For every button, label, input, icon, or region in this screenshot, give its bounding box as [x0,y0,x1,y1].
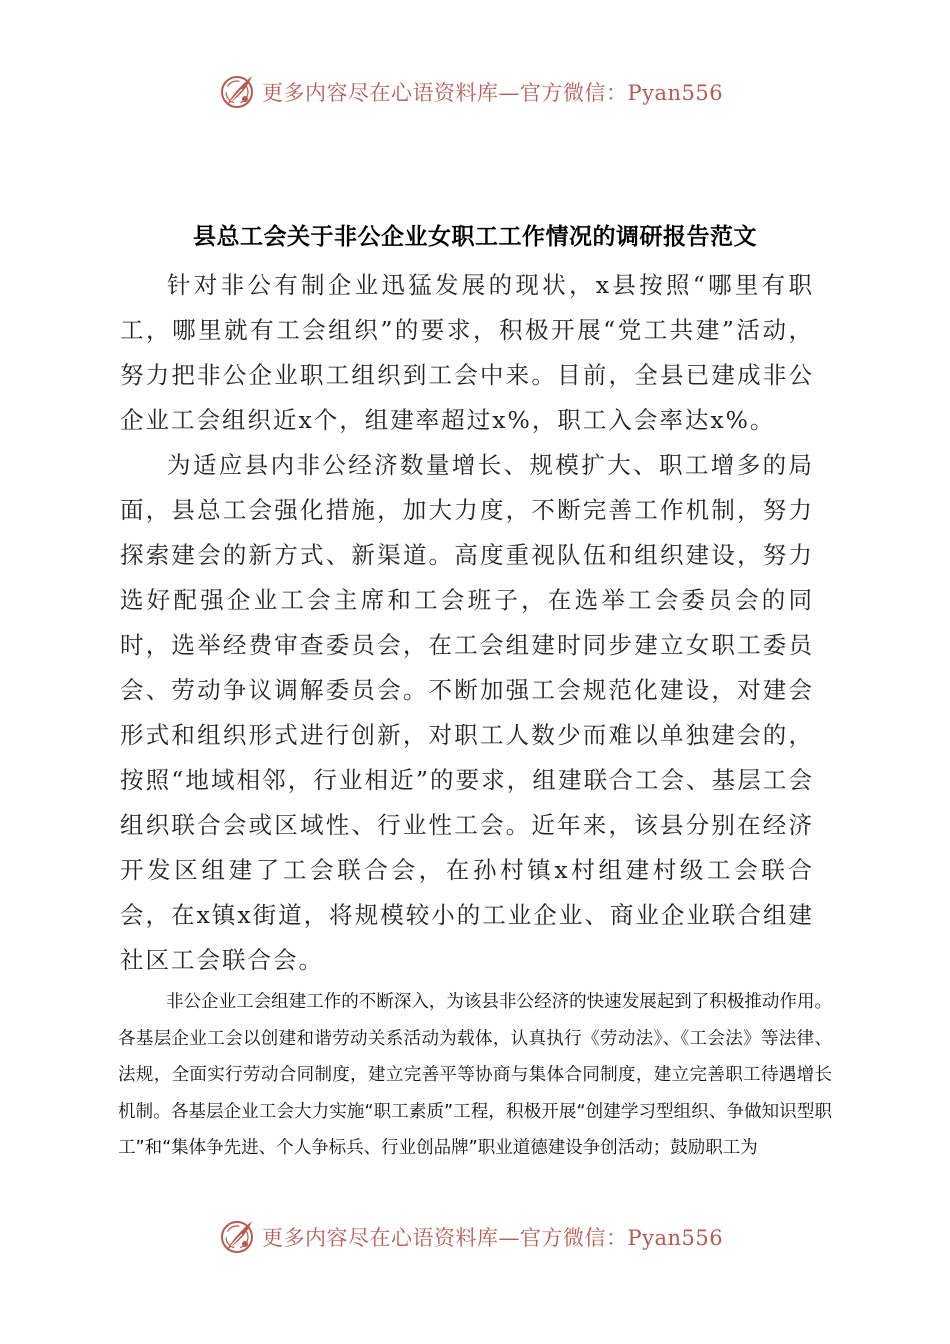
document-title: 县总工会关于非公企业女职工工作情况的调研报告范文 [193,224,757,250]
paragraph-2: 为适应县内非公经济数量增长、规模扩大、职工增多的局面，县总工会强化措施，加大力度，不断完善工作机制，努力探索建会的新方式、新渠道。高度重视队伍和组织建设，努力选好配强企业工会主席和工会班子，在选举工会委员会的同时，选举经费审查委员会，在工会组建时同步建立女职工委员会、劳动争议调解委员会。不断加强工会规范化建设，对建会形式和组织形式进行创新，对职工人数少而难以单独建会的，按照“地域相邻，行业相近”的要求，组建联合工会、基层工会组织联合会或区域性、行业性工会。近年来，该县分别在经济开发区组建了工会联合会，在孙村镇x村组建村级工会联合会，在x镇x街道，将规模较小的工业企业、商业企业联合组建社区工会联合会。 [120,451,814,974]
paragraph-3: 非公企业工会组建工作的不断深入，为该县非公经济的快速发展起到了积极推动作用。各基层企业工会以创建和谐劳动关系活动为载体，认真执行《劳动法》、《工会法》等法律、法规，全面实行劳动合同制度，建立完善平等协商与集体合同制度，建立完善职工待遇增长机制。各基层企业工会大力实施“职工素质”工程，积极开展“创建学习型组织、争做知识型职工”和“集体争先进、个人争标兵、行业创品牌”职业道德建设争创活动；鼓励职工为 [118,992,832,1158]
watermark-footer [218,1217,723,1257]
watermark-header [218,72,723,112]
watermark-text: 更多内容尽在心语资料库—官方微信：Pyan556 [262,81,724,105]
quill-logo-icon [218,1217,258,1257]
quill-logo-icon [218,72,258,112]
paragraph-1: 针对非公有制企业迅猛发展的现状，x县按照“哪里有职工，哪里就有工会组织”的要求，积极开展“党工共建”活动，努力把非公企业职工组织到工会中来。目前，全县已建成非公企业工会组织近x个，组建率超过x%，职工入会率达x%。 [120,271,814,434]
watermark-text: 更多内容尽在心语资料库—官方微信：Pyan556 [262,1226,724,1250]
